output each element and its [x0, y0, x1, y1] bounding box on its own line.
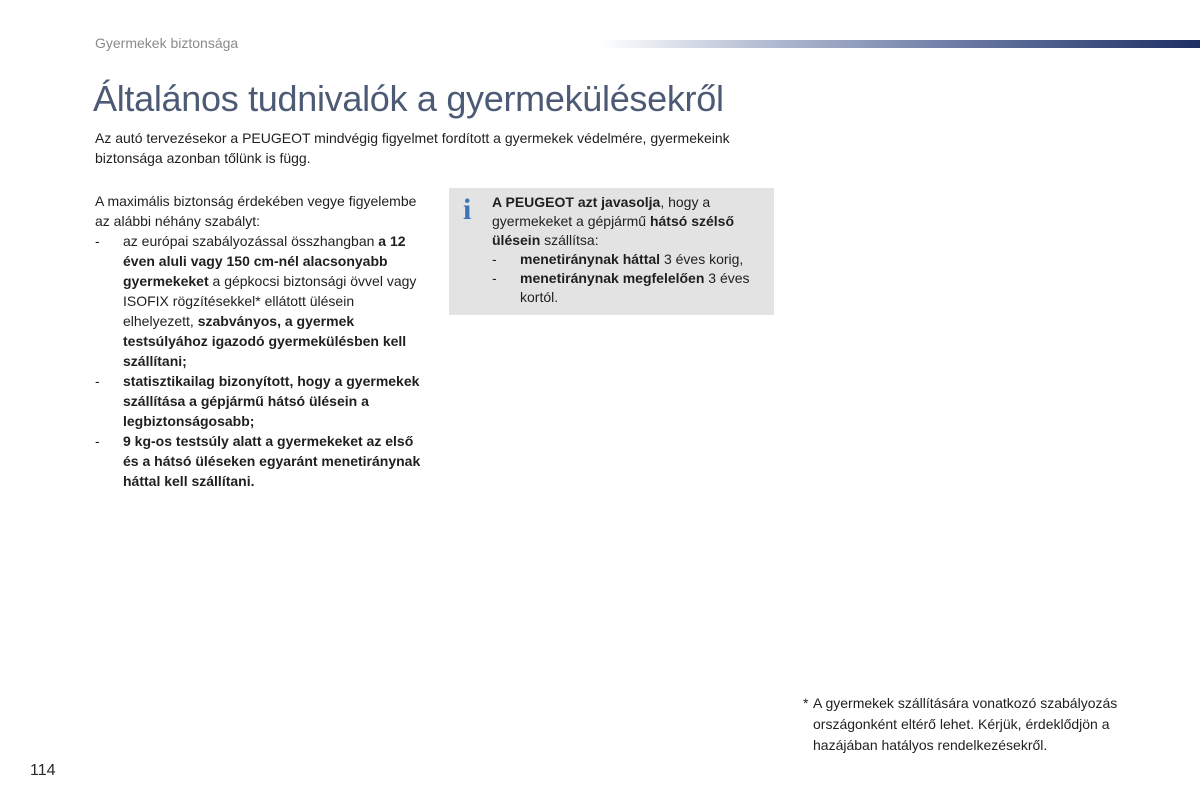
header-gradient-bar: [600, 40, 1200, 48]
rules-list: [95, 231, 425, 491]
info-text: 3 éves korig,: [660, 251, 744, 267]
list-item: [492, 250, 767, 269]
list-item: [95, 231, 425, 371]
info-box: [449, 188, 774, 315]
list-dash: -: [492, 251, 497, 267]
rule-emphasis: statisztikailag bizonyított, hogy a gyermekek szállítása a gépjármű hátsó ülésein a legbiztonságosabb;: [123, 373, 420, 429]
page-title: Általános tudnivalók a gyermekülésekről: [93, 78, 724, 119]
rule-text: a gépkocsi biztonsági övvel vagy ISOFIX rögzítésekkel* ellátott ülésein elhelyezett,: [123, 273, 417, 329]
info-text: , hogy a gyermekeket a gépjármű: [492, 194, 711, 229]
info-icon: i: [463, 193, 472, 226]
footnote: [803, 693, 1143, 756]
list-item: [95, 371, 425, 431]
info-emphasis: hátsó szélső ülésein: [492, 213, 734, 248]
info-text: 3 éves kortól.: [520, 270, 750, 305]
page-number: 114: [30, 762, 56, 779]
info-list: [492, 250, 767, 307]
list-item: [492, 269, 767, 307]
intro-paragraph: Az autó tervezésekor a PEUGEOT mindvégig figyelmet fordított a gyermekek védelmére, gyermekeink biztonsága azonban tőlünk is függ.: [95, 130, 730, 166]
info-lead: [492, 193, 767, 250]
info-text: szállítsa:: [540, 232, 599, 248]
rule-emphasis: szabványos, a gyermek testsúlyához igazodó gyermekülésben kell szállítani;: [123, 313, 407, 369]
rule-emphasis: 9 kg-os testsúly alatt a gyermekeket az első és a hátsó üléseken egyaránt menetiránynak háttal kell szállítani.: [123, 433, 421, 489]
rule-text: az európai szabályozással összhangban: [123, 233, 379, 249]
rules-lead: A maximális biztonság érdekében vegye figyelembe az alábbi néhány szabályt:: [95, 193, 417, 229]
list-dash: -: [95, 373, 100, 389]
list-dash: -: [95, 233, 100, 249]
section-label: Gyermekek biztonsága: [95, 35, 239, 51]
info-emphasis: A PEUGEOT azt javasolja: [492, 194, 661, 210]
list-dash: -: [492, 270, 497, 286]
rules-column: [95, 191, 425, 491]
info-emphasis: menetiránynak háttal: [520, 251, 661, 267]
info-emphasis: menetiránynak megfelelően: [520, 270, 705, 286]
info-content: [492, 193, 767, 307]
list-item: [95, 431, 425, 491]
footnote-marker: *: [803, 695, 809, 711]
list-dash: -: [95, 433, 100, 449]
footnote-text: A gyermekek szállítására vonatkozó szabályozás országonként eltérő lehet. Kérjük, érdeklődjön a hazájában hatályos rendelkezésekről.: [813, 695, 1118, 753]
rule-emphasis: a 12 éven aluli vagy 150 cm-nél alacsonyabb gyermekeket: [123, 233, 406, 289]
